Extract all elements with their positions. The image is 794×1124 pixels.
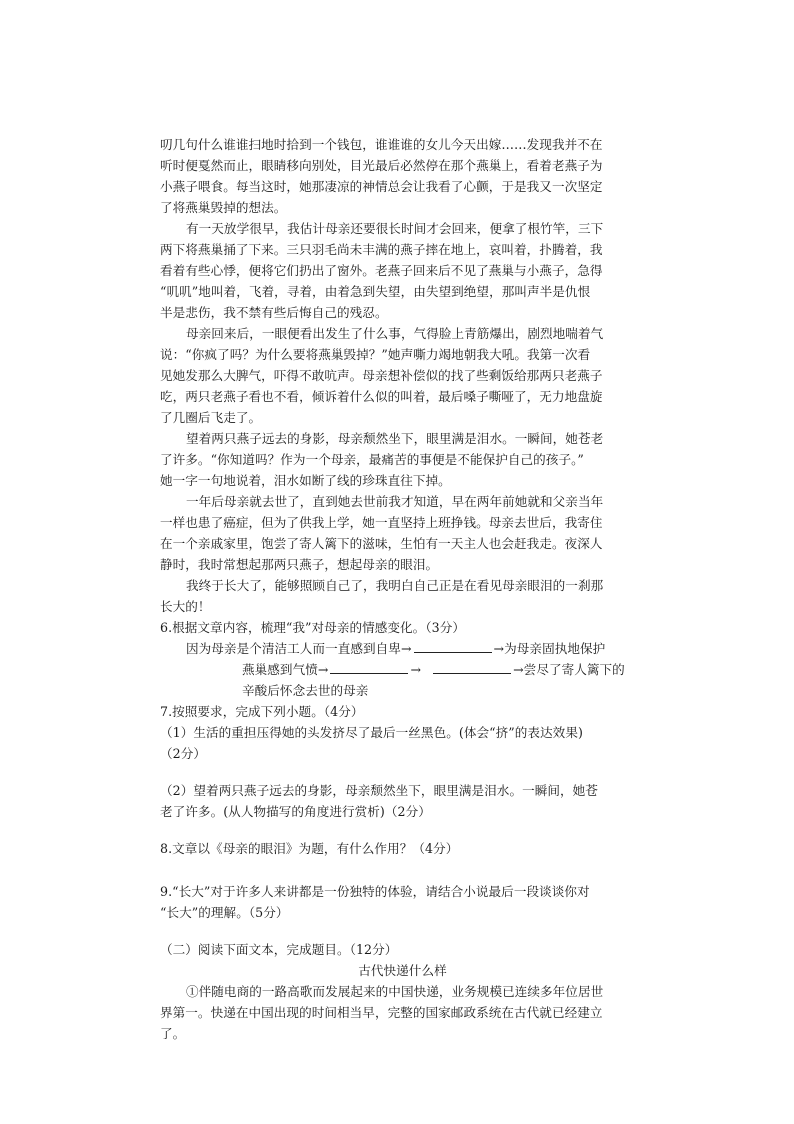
text-line: 母亲回来后，一眼便看出发生了什么事，气得脸上青筋爆出，剧烈地喘着气 (186, 326, 604, 341)
story-paragraph-4 (160, 428, 645, 491)
question-text: 9.“长大”对于许多人来讲都是一份独特的体验，请结合小说最后一段谈谈你对 (160, 884, 590, 899)
answer-blank-1[interactable] (414, 641, 492, 653)
text-line: 看着有些心悸，便将它们扔出了窗外。老燕子回来后不见了燕巢与小燕子，急得 (160, 263, 603, 278)
subquestion-2: （2）望着两只燕子远去的身影，母亲颓然坐下，眼里满是泪水。一瞬间，她苍 (160, 783, 598, 798)
article-title: 古代快递什么样 (358, 963, 447, 978)
subquestion-1-points: （2分） (160, 746, 206, 761)
subquestion-1: （1）生活的重担压得她的头发挤尽了最后一丝黑色。(体会“挤”的表达效果) (160, 725, 583, 740)
text-line: “叽叽”地叫着，飞着，寻着，由着急到失望，由失望到绝望，那叫声半是仇恨 (160, 284, 591, 299)
text-line: 两下将燕巢捅了下来。三只羽毛尚未丰满的燕子摔在地上，哀叫着，扑腾着，我 (160, 242, 603, 257)
section-2 (160, 939, 645, 1044)
section-heading: （二）阅读下面文本，完成题目。（12分） (160, 942, 398, 957)
answer-blank-2[interactable] (330, 662, 408, 674)
exam-page (160, 134, 645, 1044)
answer-blank-3[interactable] (433, 662, 511, 674)
chain-text: 燕巢感到气愤→ (242, 662, 329, 677)
text-line: 我终于长大了，能够照顾自己了，我明白自己正是在看见母亲眼泪的一刹那 (186, 578, 604, 593)
chain-text: →为母亲固执地保护 (493, 641, 606, 656)
chain-text: 因为母亲是个清洁工人而一直感到自卑→ (186, 641, 412, 656)
story-paragraph-1 (160, 134, 645, 218)
question-title: 6.根据文章内容，梳理“我”对母亲的情感变化。（3分） (160, 620, 466, 635)
question-6 (160, 617, 645, 701)
text-line: 一样也患了癌症，但为了供我上学，她一直坚持上班挣钱。母亲去世后，我寄住 (160, 515, 603, 530)
text-line: 见她发那么大脾气，吓得不敢吭声。母亲想补偿似的找了些剩饭给那两只老燕子 (160, 368, 603, 383)
question-text: “长大”的理解。（5分） (160, 905, 289, 920)
text-line: 了许多。“你知道吗？作为一个母亲，最痛苦的事便是不能保护自己的孩子。” (160, 452, 584, 467)
emotion-chain-row-3: 辛酸后怀念去世的母亲 (242, 683, 369, 698)
text-line: 了。 (160, 1026, 186, 1041)
emotion-chain-row-2 (160, 659, 645, 680)
text-line: 长大的！ (160, 599, 211, 614)
text-line: 一年后母亲就去世了，直到她去世前我才知道，早在两年前她就和父亲当年 (186, 494, 604, 509)
story-paragraph-2 (160, 218, 645, 323)
text-line: 了将燕巢毁掉的想法。 (160, 200, 287, 215)
text-line: 说：“你疯了吗？为什么要将燕巢毁掉？”她声嘶力竭地朝我大吼。我第一次看 (160, 347, 591, 362)
text-line: 在一个亲戚家里，饱尝了寄人篱下的滋味，生怕有一天主人也会赶我走。夜深人 (160, 536, 603, 551)
question-title: 7.按照要求，完成下列小题。（4分） (160, 704, 364, 719)
text-line: 界第一。快递在中国出现的时间相当早，完整的国家邮政系统在古代就已经建立 (160, 1005, 603, 1020)
text-line: 听时便戛然而止，眼睛移向别处，目光最后必然停在那个燕巢上，看着老燕子为 (160, 158, 603, 173)
text-line: 望着两只燕子远去的身影，母亲颓然坐下，眼里满是泪水。一瞬间，她苍老 (186, 431, 604, 446)
text-line: 吃，两只老燕子看也不看，倾诉着什么似的叫着，最后嗓子嘶哑了，无力地盘旋 (160, 389, 603, 404)
question-title: 8.文章以《母亲的眼泪》为题，有什么作用？（4分） (160, 841, 459, 856)
text-line: 小燕子喂食。每当这时，她那凄凉的神情总会让我看了心颤，于是我又一次坚定 (160, 179, 603, 194)
text-line: 静时，我时常想起那两只燕子，想起母亲的眼泪。 (160, 557, 439, 572)
text-line: 有一天放学很早，我估计母亲还要很长时间才会回来，便拿了根竹竿，三下 (186, 221, 604, 236)
text-line: 叨几句什么谁谁扫地时拾到一个钱包，谁谁谁的女儿今天出嫁……发现我并不在 (160, 137, 603, 152)
question-8 (160, 838, 645, 859)
question-9 (160, 881, 645, 923)
subquestion-2-cont: 老了许多。(从人物描写的角度进行赏析)（2分） (160, 804, 431, 819)
text-line: 半是悲伤，我不禁有些后悔自己的残忍。 (160, 305, 388, 320)
story-paragraph-3 (160, 323, 645, 428)
emotion-chain-row-1 (160, 638, 645, 659)
text-line: 她一字一句地说着，泪水如断了线的珍珠直往下掉。 (160, 473, 451, 488)
story-paragraph-6 (160, 575, 645, 617)
story-paragraph-5 (160, 491, 645, 575)
text-line: 了几圈后飞走了。 (160, 410, 262, 425)
question-7 (160, 701, 645, 822)
chain-text: → (410, 662, 422, 677)
text-line: ①伴随电商的一路高歌而发展起来的中国快递，业务规模已连续多年位居世 (186, 984, 604, 999)
chain-text: →尝尽了寄人篱下的 (513, 662, 625, 677)
